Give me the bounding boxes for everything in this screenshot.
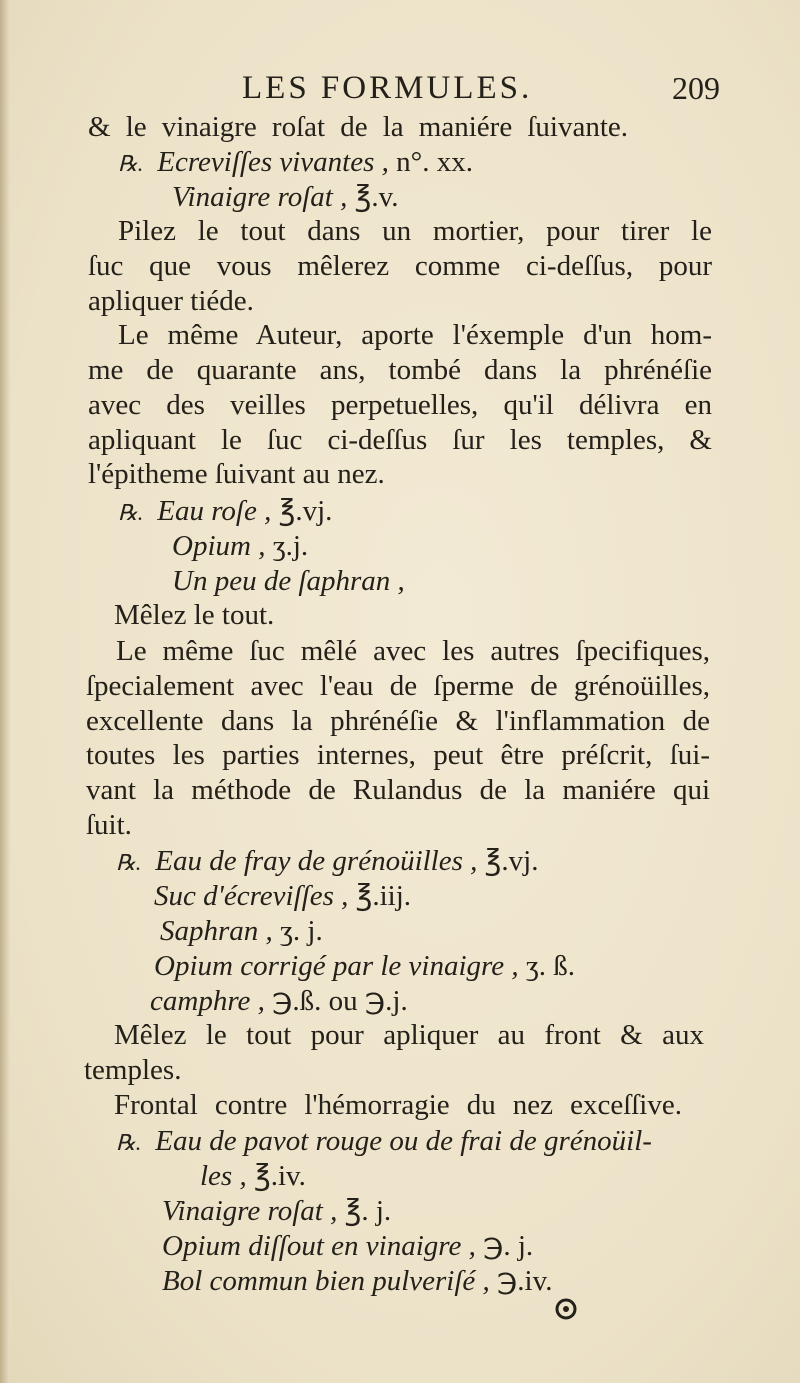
ingredient-quantity: ℥.v.	[354, 181, 399, 213]
ingredient-name: Vinaigre roſat ,	[172, 181, 348, 213]
text-line: ſpecialement avec l'eau de ſperme de grénoüilles,	[86, 670, 710, 702]
fleuron-icon	[554, 1297, 578, 1321]
ingredient-name: Bol commun bien pulveriſé ,	[162, 1265, 490, 1297]
text-line: apliquer tiéde.	[88, 285, 254, 317]
ingredient-name: camphre ,	[150, 985, 265, 1017]
running-title: LES FORMULES.	[242, 70, 533, 106]
recipe-line	[162, 1264, 552, 1298]
recipe-symbol: ℞.	[116, 1130, 142, 1155]
ingredient-quantity: ℈.ß. ou ℈.j.	[272, 985, 408, 1017]
text-line: Frontal contre l'hémorragie du nez exceſſive.	[114, 1089, 682, 1121]
text-line: avec des veilles perpetuelles, qu'il délivra en	[88, 389, 712, 421]
ingredient-quantity: n°. xx.	[396, 146, 473, 178]
ingredient-name: Opium corrigé par le vinaigre ,	[154, 950, 519, 982]
text-line: vant la méthode de Rulandus de la maniére qui	[86, 774, 710, 806]
recipe-line	[118, 494, 332, 530]
ingredient-quantity: ʒ. j.	[280, 915, 323, 947]
ingredient-quantity: ℈. j.	[483, 1230, 534, 1262]
text-line: temples.	[84, 1054, 182, 1086]
recipe-line	[162, 1194, 391, 1228]
text-line: me de quarante ans, tombé dans la phrénéſie	[88, 354, 712, 386]
ingredient-name: Opium diſſout en vinaigre ,	[162, 1230, 476, 1262]
text-line: apliquant le ſuc ci-deſſus ſur les temples, &	[88, 424, 712, 456]
recipe-line	[118, 145, 473, 181]
text-line: Le même ſuc mêlé avec les autres ſpecifiques,	[116, 635, 710, 667]
text-line: ſuit.	[86, 809, 132, 841]
ingredient-name: Un peu de ſaphran ,	[172, 565, 405, 597]
recipe-line	[162, 1229, 533, 1263]
recipe-line	[150, 984, 408, 1018]
recipe-line	[160, 914, 323, 948]
recipe-line	[116, 844, 538, 880]
recipe-line	[154, 879, 411, 913]
ingredient-name: Ecreviſſes vivantes ,	[157, 146, 389, 178]
recipe-line	[172, 180, 398, 214]
ingredient-name: Eau roſe ,	[157, 495, 272, 527]
ingredient-quantity: ℥.iij.	[355, 880, 412, 912]
recipe-line	[200, 1159, 306, 1193]
ingredient-quantity: ℈.iv.	[497, 1265, 553, 1297]
text-line: ſuc que vous mêlerez comme ci-deſſus, pour	[88, 250, 712, 282]
text-line: l'épitheme ſuivant au nez.	[88, 458, 385, 490]
ingredient-name: Saphran ,	[160, 915, 273, 947]
ingredient-name: Eau de fray de grénoüilles ,	[155, 845, 478, 877]
ingredient-quantity: ℥. j.	[344, 1195, 392, 1227]
ingredient-quantity: ℥.vj.	[484, 845, 539, 877]
text-line: Mêlez le tout.	[114, 599, 275, 631]
ingredient-quantity: ʒ. ß.	[525, 950, 575, 982]
text-line: Pilez le tout dans un mortier, pour tirer le	[118, 215, 712, 247]
recipe-line	[154, 949, 575, 983]
text-line: Le même Auteur, aporte l'éxemple d'un hom-	[118, 319, 712, 351]
ingredient-name: les ,	[200, 1160, 247, 1192]
ingredient-name: Suc d'écreviſſes ,	[154, 880, 349, 912]
recipe-symbol: ℞.	[118, 500, 144, 525]
recipe-symbol: ℞.	[118, 151, 144, 176]
text-line: Mêlez le tout pour apliquer au front & aux	[114, 1019, 704, 1051]
recipe-line	[172, 529, 308, 563]
ingredient-name: Eau de pavot rouge ou de frai de grénoüil-	[155, 1125, 652, 1157]
recipe-symbol: ℞.	[116, 850, 142, 875]
text-line: toutes les parties internes, peut être préſcrit, ſui-	[86, 739, 710, 771]
page-number: 209	[672, 70, 720, 106]
text-line: excellente dans la phrénéſie & l'inflammation de	[86, 705, 710, 737]
recipe-line	[116, 1124, 652, 1160]
text-line: & le vinaigre roſat de la maniére ſuivante.	[88, 111, 628, 143]
ingredient-quantity: ℥.iv.	[253, 1160, 306, 1192]
ingredient-name: Vinaigre roſat ,	[162, 1195, 338, 1227]
recipe-line	[172, 564, 405, 598]
page-edge	[0, 0, 10, 1383]
ingredient-quantity: ʒ.j.	[272, 530, 309, 562]
ingredient-quantity: ℥.vj.	[278, 495, 333, 527]
ingredient-name: Opium ,	[172, 530, 266, 562]
